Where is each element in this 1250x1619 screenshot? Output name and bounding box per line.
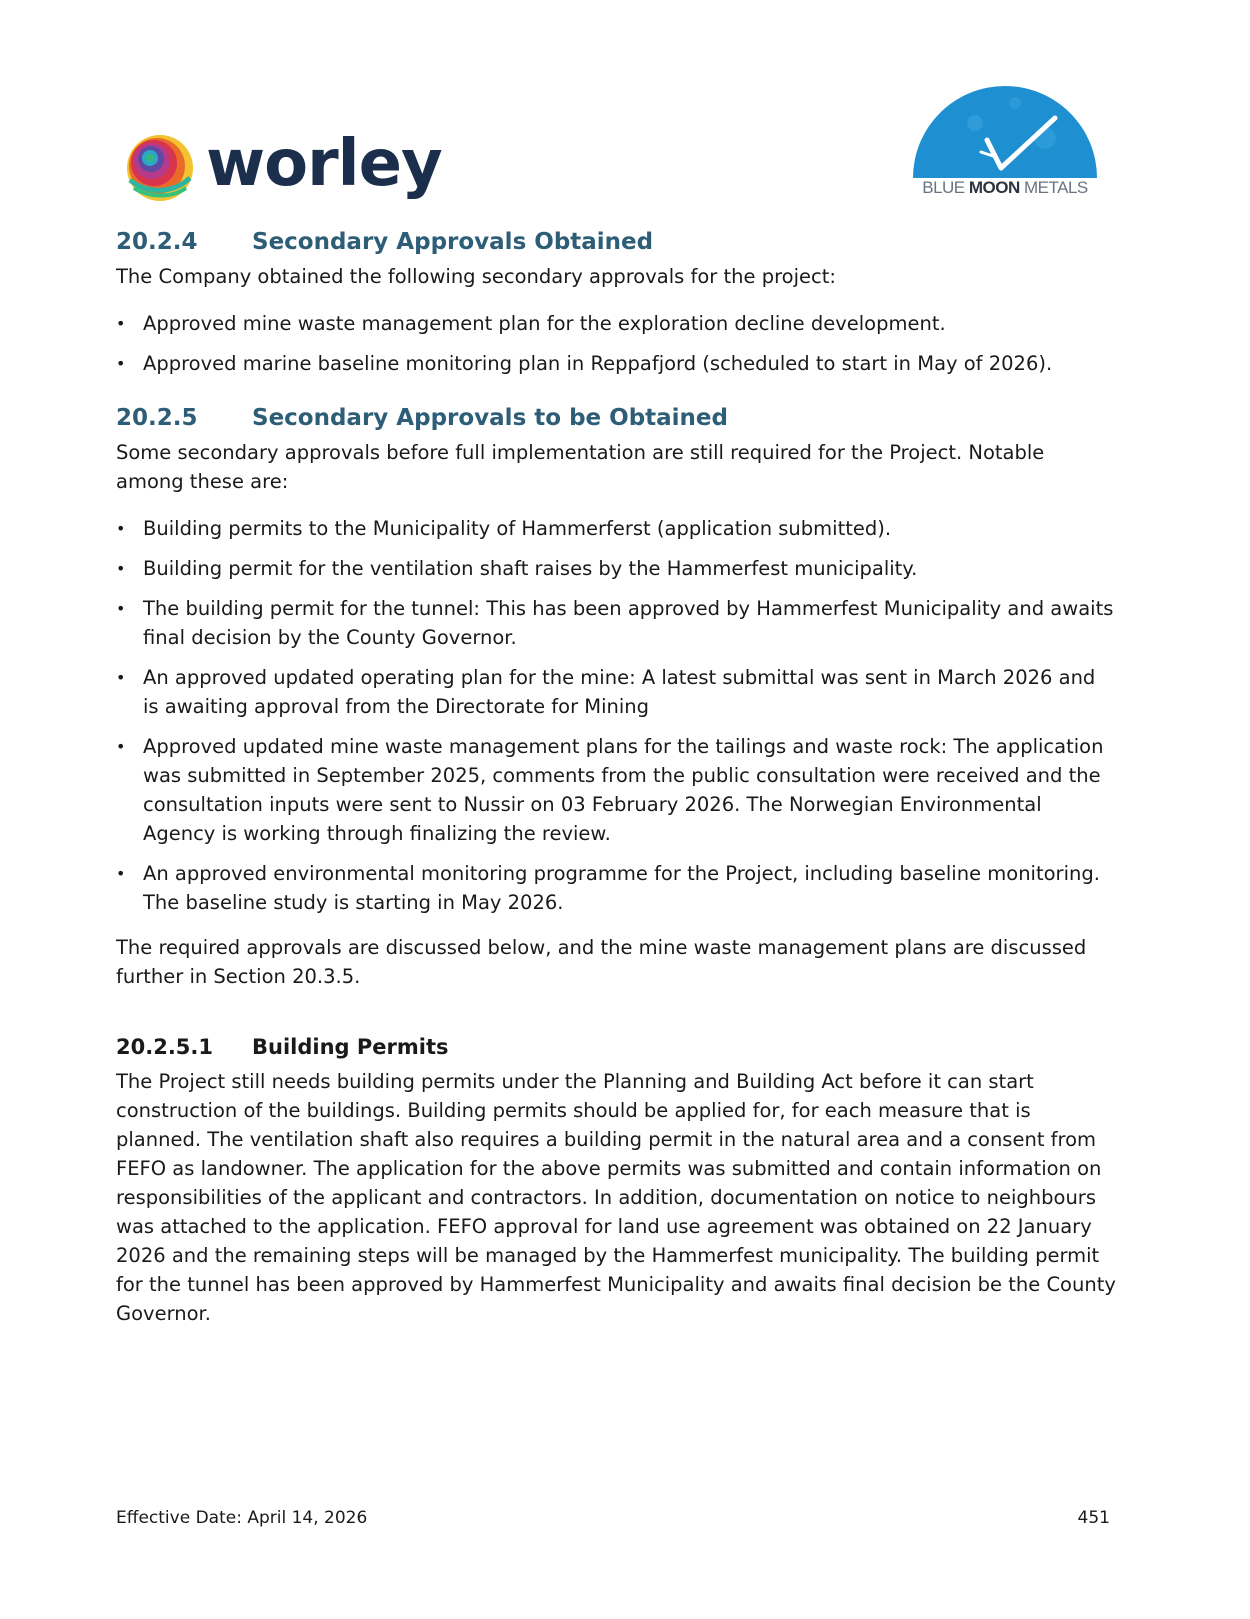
list-item: • An approved updated operating plan for the mine: A latest submittal was sent in March 2026 and is awaiting approval from the Directorate for Mining	[116, 663, 1116, 721]
blue-moon-metals-wordmark	[905, 178, 1105, 198]
wordmark-blue: BLUE	[922, 178, 969, 197]
section-heading-20-2-5-1	[116, 1033, 1116, 1061]
section-heading-20-2-4	[116, 228, 1116, 256]
list-item: • Building permits to the Municipality of Hammerferst (application submitted).	[116, 514, 1116, 543]
footer-page-number: 451	[1077, 1508, 1110, 1528]
section-body: The Project still needs building permits under the Planning and Building Act before it can start construction of the buildings. Building permits should be applied for, for each measure that is planned. The ventilation shaft also requires a building permit in the natural area and a consent from FEFO as landowner. The application for the above permits was submitted and contain information on responsibilities of the applicant and contractors. In addition, documentation on notice to neighbours was attached to the application. FEFO approval for land use agreement was obtained on 22 January 2026 and the remaining steps will be managed by the Hammerfest municipality. The building permit for the tunnel has been approved by Hammerfest Municipality and awaits final decision be the County Governor.	[116, 1070, 1116, 1325]
worley-wordmark: worley	[206, 127, 442, 201]
worley-logo	[124, 127, 442, 204]
worley-swirl-logo-icon	[124, 132, 196, 204]
list-item: • Approved updated mine waste management plans for the tailings and waste rock: The application was submitted in September 2025, comments from the public consultation were received and the consultation inputs were sent to Nussir on 03 February 2026. The Norwegian Environmental Agency is working through finalizing the review.	[116, 732, 1116, 848]
section-heading-20-2-5	[116, 404, 1116, 432]
section-number: 20.2.4	[116, 229, 198, 255]
section-title: Secondary Approvals Obtained	[252, 229, 654, 255]
section-number: 20.2.5	[116, 405, 198, 431]
footer-effective-date: Effective Date: April 14, 2026	[116, 1508, 368, 1528]
section-title: Secondary Approvals to be Obtained	[252, 405, 728, 431]
section-number: 20.2.5.1	[116, 1035, 213, 1059]
section-intro: Some secondary approvals before full implementation are still required for the Project. Notable among these are:	[116, 441, 1045, 493]
section-title: Building Permits	[252, 1035, 449, 1059]
wordmark-moon: MOON	[968, 178, 1020, 197]
bullet-list	[116, 514, 1116, 917]
bullet-list	[116, 309, 1116, 378]
list-item: • An approved environmental monitoring programme for the Project, including baseline monitoring. The baseline study is starting in May 2026.	[116, 859, 1116, 917]
blue-moon-metals-logo-icon	[905, 78, 1105, 178]
list-item: • The building permit for the tunnel: This has been approved by Hammerfest Municipality and awaits final decision by the County Governor.	[116, 594, 1116, 652]
wordmark-metals: METALS	[1019, 178, 1088, 197]
section-closing: The required approvals are discussed below, and the mine waste management plans are discussed further in Section 20.3.5.	[116, 936, 1087, 988]
document-body	[116, 228, 1116, 1328]
section-intro: The Company obtained the following secondary approvals for the project:	[116, 265, 836, 288]
list-item: • Building permit for the ventilation shaft raises by the Hammerfest municipality.	[116, 554, 1116, 583]
list-item: • Approved mine waste management plan for the exploration decline development.	[116, 309, 1116, 338]
blue-moon-metals-logo	[905, 78, 1105, 200]
list-item: • Approved marine baseline monitoring plan in Reppafjord (scheduled to start in May of 2026).	[116, 349, 1116, 378]
